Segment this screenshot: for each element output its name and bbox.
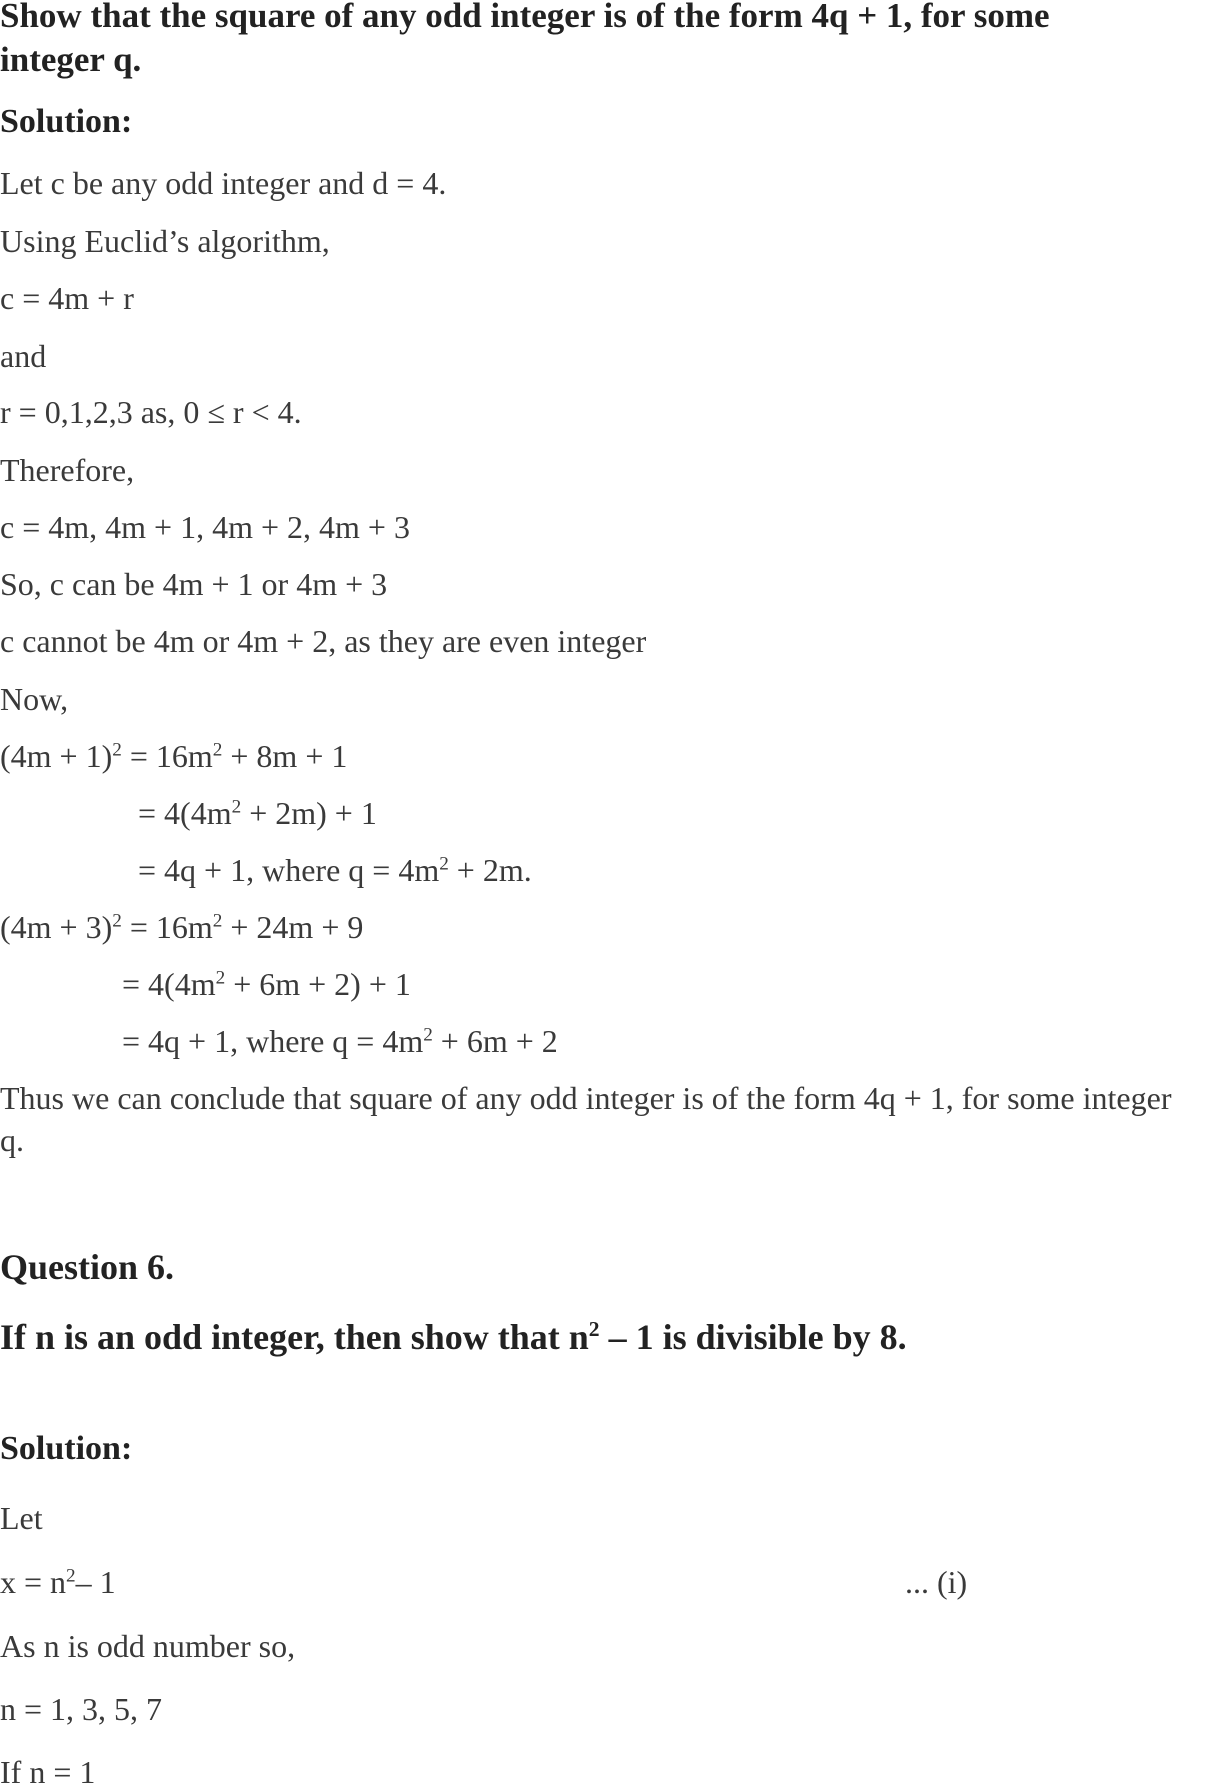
solution-line: r = 0,1,2,3 as, 0 ≤ r < 4. — [0, 394, 302, 430]
question-6-title — [0, 1317, 907, 1357]
question-5-title-line-2: integer q. — [0, 40, 142, 79]
equation-number-marker: ... (i) — [905, 1564, 968, 1600]
solution-line: n = 1, 3, 5, 7 — [0, 1691, 163, 1727]
solution-line: Now, — [0, 681, 69, 717]
solution-line: As n is odd number so, — [0, 1628, 296, 1664]
solution-line: c = 4m, 4m + 1, 4m + 2, 4m + 3 — [0, 509, 410, 545]
equation-part: + 2m) + 1 — [241, 795, 377, 831]
solution-line: Let — [0, 1500, 43, 1536]
equation-part: (4m + 1) — [0, 738, 113, 774]
equation-part: = 4(4m — [122, 966, 216, 1002]
equation-line — [138, 850, 532, 890]
solution-line: If n = 1 — [0, 1754, 96, 1790]
exponent: 2 — [212, 910, 223, 932]
exponent: 2 — [112, 739, 122, 761]
solution-line: Let c be any odd integer and d = 4. — [0, 165, 447, 201]
solution-line: So, c can be 4m + 1 or 4m + 3 — [0, 566, 388, 602]
question-5-title-line-1: Show that the square of any odd integer is of the form 4q + 1, for some — [0, 0, 1050, 35]
equation-part: = 16m — [121, 738, 213, 774]
exponent: 2 — [215, 967, 226, 989]
conclusion-line-2: q. — [0, 1122, 24, 1158]
exponent: 2 — [231, 796, 242, 818]
equation-line — [0, 736, 347, 776]
equation-part: – 1 — [75, 1564, 116, 1600]
equation-part: = 16m — [121, 909, 213, 945]
question-6-heading: Question 6. — [0, 1247, 175, 1287]
title-part: If n is an odd integer, then show that n — [0, 1317, 589, 1357]
exponent: 2 — [588, 1317, 600, 1341]
equation-part: x = n — [0, 1564, 67, 1600]
exponent: 2 — [112, 910, 122, 932]
solution-line: Therefore, — [0, 452, 135, 488]
equation-line-x — [0, 1562, 116, 1602]
exponent: 2 — [439, 853, 449, 875]
equation-part: + 6m + 2) + 1 — [225, 966, 411, 1002]
equation-part: = 4(4m — [138, 795, 232, 831]
title-part: – 1 is divisible by 8. — [599, 1317, 907, 1357]
solution-heading: Solution: — [0, 103, 133, 140]
equation-part: = 4q + 1, where q = 4m — [138, 852, 440, 888]
equation-part: + 8m + 1 — [222, 738, 348, 774]
solution-line: and — [0, 338, 47, 374]
exponent: 2 — [212, 739, 223, 761]
equation-part: + 6m + 2 — [432, 1023, 558, 1059]
solution-heading: Solution: — [0, 1430, 133, 1467]
solution-line: Using Euclid’s algorithm, — [0, 223, 330, 259]
equation-line — [122, 964, 411, 1004]
equation-part: (4m + 3) — [0, 909, 113, 945]
equation-line — [0, 907, 363, 947]
exponent: 2 — [66, 1565, 76, 1587]
equation-part: + 2m. — [448, 852, 532, 888]
solution-line: c cannot be 4m or 4m + 2, as they are even integer — [0, 623, 647, 659]
solution-line: c = 4m + r — [0, 280, 134, 316]
equation-part: = 4q + 1, where q = 4m — [122, 1023, 424, 1059]
equation-line — [138, 793, 377, 833]
exponent: 2 — [423, 1024, 433, 1046]
conclusion-line-1: Thus we can conclude that square of any odd integer is of the form 4q + 1, for some integer — [0, 1080, 1172, 1116]
equation-part: + 24m + 9 — [222, 909, 364, 945]
equation-line — [122, 1021, 558, 1061]
